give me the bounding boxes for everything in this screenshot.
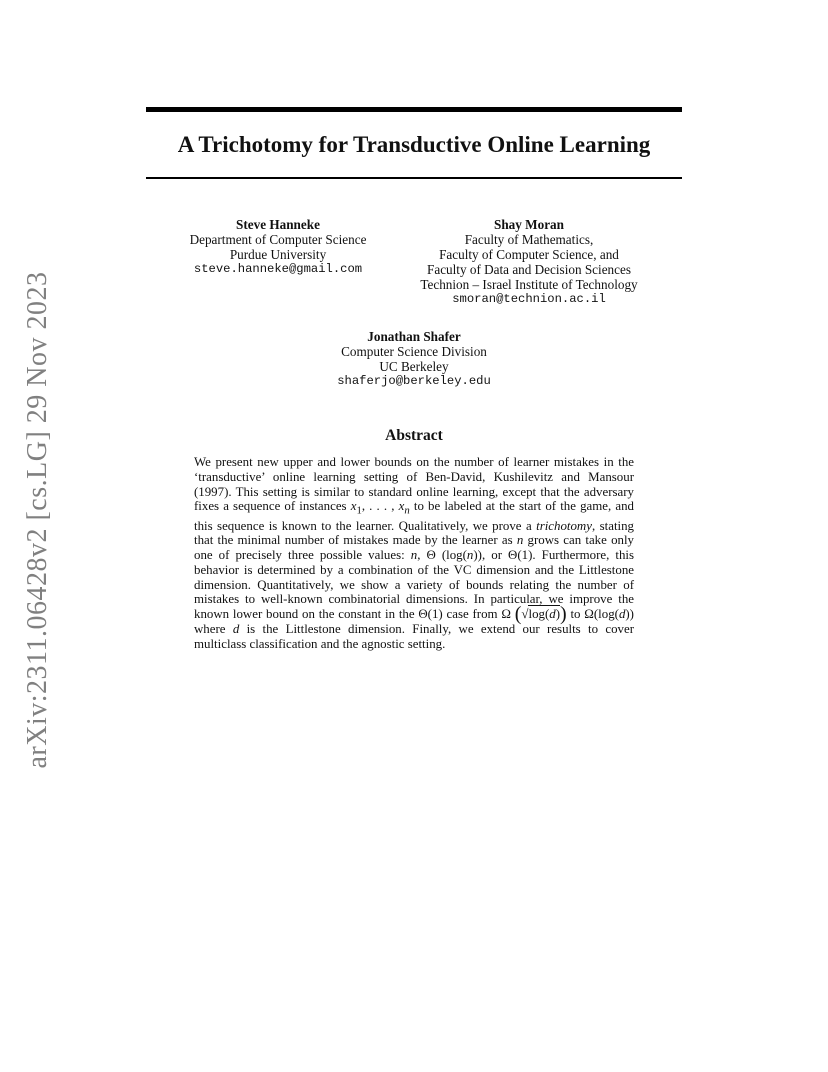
author-email: shaferjo@berkeley.edu [337,374,491,388]
abstract-text: , or [481,548,509,563]
math-xn: $x_n$ [398,499,410,517]
math-omega-sqrt-log-d: Ω (√log(d)) [501,603,567,626]
author-affiliation-line: UC Berkeley [379,359,449,374]
author-name: Shay Moran [494,217,564,232]
abstract-text: . Furthermore, this behavior is determined by a combination of the VC dimension and the Littlestone dimension. Quantitatively, we show a variety of bounds relating the number of mistakes to well-known combinatorial dimensions. In particular, we improve the known lower bound on the constant in the [194,548,635,622]
math-x1: $x_1$ [350,499,362,517]
math-theta-one: Θ(1) [418,607,443,622]
author-affiliation-line: Purdue University [229,247,327,262]
math-theta-log-n: Θ (log(n)) [426,548,482,563]
math-omega-log-d: Ω(log(d)) [584,607,634,622]
author-affiliation-line: Computer Science Division [341,344,487,359]
abstract-text: is the Littlestone dimension. Finally, we extend our results to cover multiclass classification and the agnostic setting. [194,621,634,651]
author-block-moran [400,217,658,307]
math-dots: , . . . , [361,499,399,514]
author-name: Jonathan Shafer [367,329,461,344]
author-affiliation-line: Technion – Israel Institute of Technology [420,277,638,292]
author-block-shafer [300,329,528,389]
author-email: smoran@technion.ac.il [452,292,606,306]
abstract-text: where [194,621,233,636]
abstract-text: grows can take only one of precisely three possible values: [194,533,634,563]
author-affiliation-line: Faculty of Computer Science, and [439,247,619,262]
author-name: Steve Hanneke [236,217,320,232]
author-affiliation-line: Department of Computer Science [189,232,367,247]
math-n: n [410,548,418,563]
title-bottom-rule [146,177,682,179]
arxiv-identifier-stamp: arXiv:2311.06428v2 [cs.LG] 29 Nov 2023 [22,271,53,769]
abstract-text: to be labeled at the start of the game, and this sequence is known to the learner. Qualitatively, we prove a [194,499,635,533]
abstract-text: We present new upper and lower bounds on the number of learner mistakes in the ‘transductive’ online learning setting of Ben-David, Kushilevitz and Mansour (1997). This setting is similar to standard online learning, except that the adversary fixes a sequence of instances [194,455,634,514]
math-theta-one: Θ(1) [508,548,533,563]
abstract-text: case from [442,607,502,622]
abstract-heading: Abstract [385,427,443,444]
math-n: n [516,533,524,548]
abstract-paragraph [194,455,634,651]
abstract-text: to [566,607,585,622]
title-top-rule [146,107,682,112]
paper-title: A Trichotomy for Transductive Online Learning [177,132,651,157]
emphasis-trichotomy: trichotomy [536,518,592,533]
math-d: d [232,621,240,636]
author-email: steve.hanneke@gmail.com [193,262,363,276]
abstract-text: , stating that the minimal number of mistakes made by the learner as [194,518,634,548]
author-block-hanneke [170,217,386,277]
author-affiliation-line: Faculty of Data and Decision Sciences [427,262,631,277]
author-affiliation-line: Faculty of Mathematics, [464,232,594,247]
abstract-text: , [417,548,427,563]
